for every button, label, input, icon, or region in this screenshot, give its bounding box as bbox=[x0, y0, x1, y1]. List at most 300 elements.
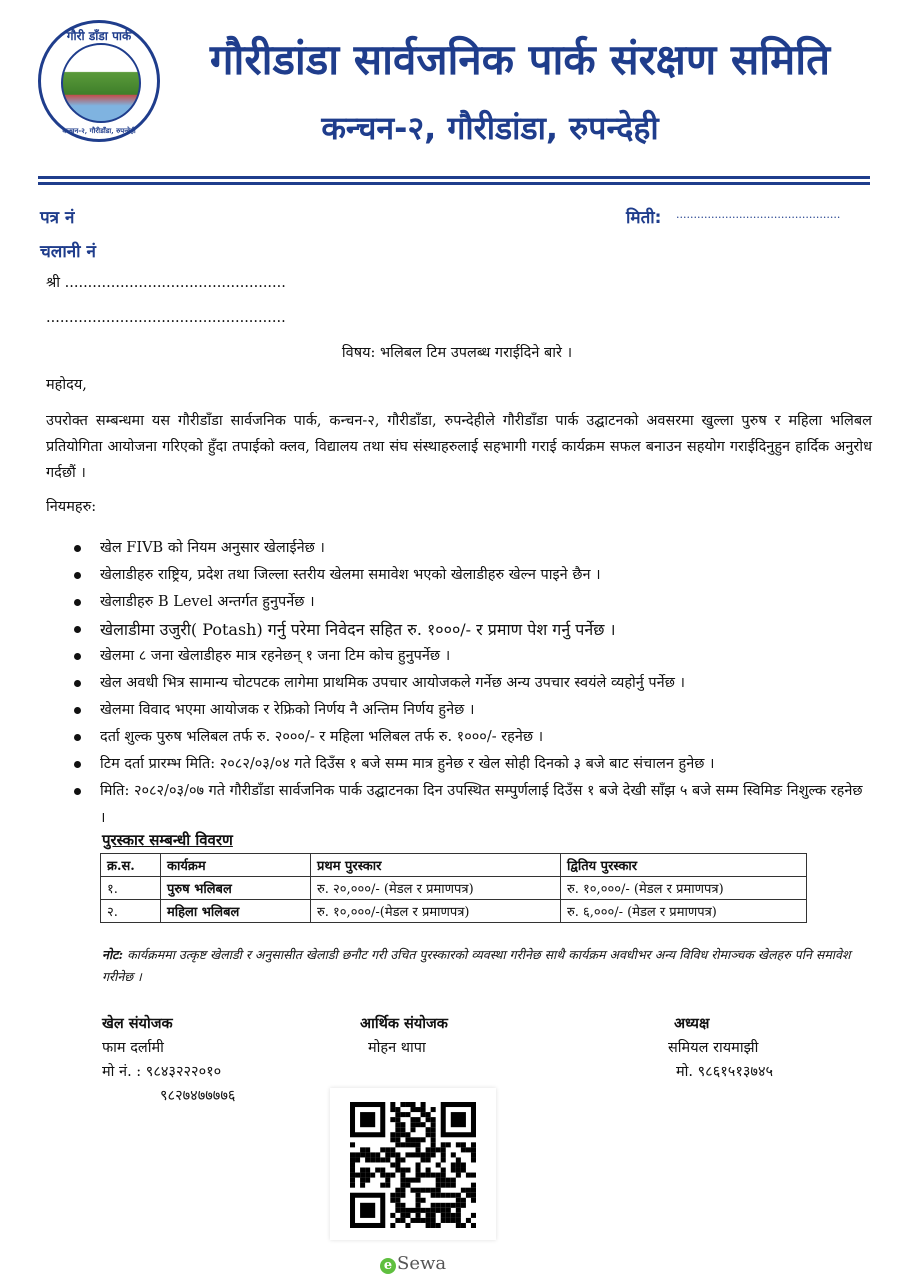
qr-module bbox=[426, 1173, 431, 1178]
qr-module bbox=[416, 1188, 421, 1193]
rules-list bbox=[70, 535, 870, 832]
qr-module bbox=[405, 1223, 410, 1228]
qr-module bbox=[441, 1152, 446, 1157]
signatory-phone: ९८२७४७७७७६ bbox=[160, 1088, 236, 1104]
qr-module bbox=[410, 1102, 415, 1107]
qr-module bbox=[421, 1112, 426, 1117]
qr-module bbox=[416, 1122, 421, 1127]
qr-module bbox=[365, 1178, 370, 1183]
qr-module bbox=[395, 1198, 400, 1203]
rule-item bbox=[70, 670, 870, 697]
signatory-chairperson bbox=[668, 1012, 773, 1084]
qr-module bbox=[456, 1168, 461, 1173]
qr-module bbox=[446, 1178, 451, 1183]
qr-module bbox=[365, 1157, 370, 1162]
qr-module bbox=[410, 1152, 415, 1157]
rule-text: खेल FIVB को नियम अनुसार खेलाईनेछ । bbox=[100, 540, 325, 556]
qr-module bbox=[436, 1208, 441, 1213]
rule-text: खेलमा ८ जना खेलाडीहरु मात्र रहनेछन् १ जना टिम कोच हुनुपर्नेछ । bbox=[100, 648, 451, 664]
qr-module bbox=[436, 1203, 441, 1208]
qr-module bbox=[395, 1152, 400, 1157]
rule-item bbox=[70, 751, 870, 778]
qr-module bbox=[426, 1152, 431, 1157]
date-label: मिती: bbox=[626, 208, 662, 228]
qr-module bbox=[390, 1132, 395, 1137]
qr-module bbox=[395, 1168, 400, 1173]
qr-module bbox=[461, 1168, 466, 1173]
header-divider bbox=[38, 182, 870, 185]
qr-module bbox=[390, 1193, 395, 1198]
qr-module bbox=[405, 1102, 410, 1107]
qr-module bbox=[400, 1208, 405, 1213]
qr-module bbox=[400, 1102, 405, 1107]
qr-module bbox=[405, 1168, 410, 1173]
qr-module bbox=[395, 1188, 400, 1193]
qr-module bbox=[390, 1137, 395, 1142]
qr-module bbox=[441, 1183, 446, 1188]
header-divider bbox=[38, 176, 870, 179]
qr-module bbox=[385, 1147, 390, 1152]
qr-module bbox=[416, 1168, 421, 1173]
rule-text: टिम दर्ता प्रारम्भ मिति: २०८२/०३/०४ गते दिउँस १ बजे सम्म मात्र हुनेछ र खेल सोही दिनको ३ बजे बाट संचालन हुनेछ । bbox=[100, 756, 715, 772]
qr-module bbox=[350, 1183, 355, 1188]
qr-module bbox=[390, 1102, 395, 1107]
qr-module bbox=[395, 1132, 400, 1137]
qr-module bbox=[456, 1173, 461, 1178]
qr-module bbox=[456, 1193, 461, 1198]
qr-module bbox=[395, 1127, 400, 1132]
qr-module bbox=[456, 1198, 461, 1203]
bullet-icon bbox=[74, 545, 81, 552]
qr-module bbox=[441, 1147, 446, 1152]
qr-module bbox=[446, 1183, 451, 1188]
rule-item bbox=[70, 778, 870, 832]
qr-module bbox=[360, 1168, 365, 1173]
qr-module bbox=[405, 1178, 410, 1183]
qr-module bbox=[380, 1147, 385, 1152]
qr-module bbox=[436, 1178, 441, 1183]
rule-item bbox=[70, 643, 870, 670]
rule-text: खेल अवधी भित्र सामान्य चोटपटक लागेमा प्राथमिक उपचार आयोजकले गर्नेछ अन्य उपचार स्वयंले व्यहोर्नु पर्नेछ । bbox=[100, 675, 685, 691]
qr-module bbox=[446, 1203, 451, 1208]
qr-module bbox=[461, 1147, 466, 1152]
qr-module bbox=[416, 1203, 421, 1208]
qr-module bbox=[395, 1112, 400, 1117]
qr-module bbox=[466, 1188, 471, 1193]
prize-table bbox=[100, 853, 807, 923]
signatory-name: फाम दर्लामी bbox=[102, 1040, 164, 1056]
qr-module bbox=[431, 1132, 436, 1137]
qr-module bbox=[390, 1162, 395, 1167]
qr-module bbox=[380, 1157, 385, 1162]
qr-module bbox=[431, 1152, 436, 1157]
qr-module bbox=[416, 1162, 421, 1167]
qr-module bbox=[410, 1142, 415, 1147]
qr-module bbox=[471, 1152, 476, 1157]
qr-module bbox=[436, 1147, 441, 1152]
bullet-icon bbox=[74, 788, 81, 795]
qr-module bbox=[446, 1142, 451, 1147]
qr-module bbox=[471, 1193, 476, 1198]
qr-module bbox=[370, 1173, 375, 1178]
qr-module bbox=[471, 1213, 476, 1218]
qr-module bbox=[400, 1127, 405, 1132]
qr-module bbox=[400, 1173, 405, 1178]
prize-heading: पुरस्कार सम्बन्धी विवरण bbox=[102, 831, 233, 849]
signatory-name: मोहन थापा bbox=[368, 1040, 426, 1056]
qr-module bbox=[451, 1162, 456, 1167]
qr-module bbox=[395, 1162, 400, 1167]
qr-module bbox=[400, 1142, 405, 1147]
qr-module bbox=[416, 1152, 421, 1157]
signatory-title: अध्यक्ष bbox=[674, 1015, 710, 1032]
qr-module bbox=[395, 1117, 400, 1122]
qr-module bbox=[456, 1203, 461, 1208]
qr-module bbox=[410, 1218, 415, 1223]
qr-module bbox=[421, 1157, 426, 1162]
qr-module bbox=[441, 1157, 446, 1162]
esewa-e-icon: e bbox=[380, 1258, 396, 1274]
qr-module bbox=[471, 1188, 476, 1193]
qr-module bbox=[390, 1213, 395, 1218]
rule-text: मिति: २०८२/०३/०७ गते गौरीडाँडा सार्वजनिक पार्क उद्घाटनका दिन उपस्थित सम्पुर्णलाई दिउँस १ बजे देखी साँझ ५ बजे सम्म स्विमिङ निशुल्क रहनेछ । bbox=[100, 783, 863, 826]
qr-module bbox=[451, 1178, 456, 1183]
qr-module bbox=[441, 1142, 446, 1147]
qr-module bbox=[441, 1208, 446, 1213]
qr-module bbox=[395, 1203, 400, 1208]
qr-module bbox=[350, 1168, 355, 1173]
bullet-icon bbox=[74, 680, 81, 687]
qr-module bbox=[451, 1213, 456, 1218]
qr-module bbox=[385, 1157, 390, 1162]
qr-module bbox=[456, 1218, 461, 1223]
qr-module bbox=[441, 1218, 446, 1223]
signatory-title: आर्थिक संयोजक bbox=[360, 1015, 448, 1032]
salutation: महोदय, bbox=[46, 377, 87, 393]
qr-module bbox=[456, 1162, 461, 1167]
qr-module bbox=[456, 1208, 461, 1213]
rule-item bbox=[70, 562, 870, 589]
qr-module bbox=[456, 1142, 461, 1147]
signatory-phone: मो नं. : ९८४३२२२०१० bbox=[102, 1064, 222, 1080]
qr-module bbox=[461, 1142, 466, 1147]
qr-module bbox=[365, 1173, 370, 1178]
qr-module bbox=[451, 1193, 456, 1198]
qr-module bbox=[405, 1183, 410, 1188]
qr-module bbox=[421, 1152, 426, 1157]
qr-module bbox=[456, 1223, 461, 1228]
qr-module bbox=[380, 1183, 385, 1188]
qr-module bbox=[421, 1188, 426, 1193]
qr-module bbox=[441, 1173, 446, 1178]
qr-module bbox=[421, 1137, 426, 1142]
qr-module bbox=[461, 1188, 466, 1193]
qr-module bbox=[405, 1208, 410, 1213]
qr-module bbox=[466, 1147, 471, 1152]
qr-module bbox=[390, 1198, 395, 1203]
qr-module bbox=[421, 1198, 426, 1203]
qr-module bbox=[466, 1218, 471, 1223]
rule-text: दर्ता शुल्क पुरुष भलिबल तर्फ रु. २०००/- र महिला भलिबल तर्फ रु. १०००/- रहनेछ । bbox=[100, 729, 544, 745]
rule-text: खेलमा विवाद भएमा आयोजक र रेफ्रिको निर्णय नै अन्तिम निर्णय हुनेछ । bbox=[100, 702, 475, 718]
qr-module bbox=[436, 1193, 441, 1198]
qr-module bbox=[355, 1152, 360, 1157]
qr-module bbox=[426, 1223, 431, 1228]
note-text: कार्यक्रममा उत्कृष्ट खेलाडी र अनुसासीत खेलाडी छनौट गरी उचित पुरस्कारको व्यवस्था गरीनेछ साथै कार्यक्रम अवधीभर अन्य विविध रोमाञ्चक खेलहरु पनि समावेश गरीनेछ । bbox=[102, 947, 851, 984]
rule-item bbox=[70, 589, 870, 616]
rule-item bbox=[70, 616, 870, 643]
qr-module bbox=[385, 1152, 390, 1157]
qr-finder bbox=[451, 1112, 466, 1127]
qr-module bbox=[426, 1213, 431, 1218]
signatory-finance-coordinator bbox=[360, 1012, 448, 1060]
qr-module bbox=[441, 1178, 446, 1183]
qr-module bbox=[451, 1218, 456, 1223]
signatory-phone: मो. ९८६१५१३७४५ bbox=[676, 1064, 774, 1080]
column-header: द्वितिय पुरस्कार bbox=[561, 854, 807, 877]
qr-module bbox=[426, 1117, 431, 1122]
bullet-icon bbox=[74, 761, 81, 768]
qr-module bbox=[360, 1183, 365, 1188]
qr-module bbox=[400, 1213, 405, 1218]
qr-module bbox=[405, 1137, 410, 1142]
qr-module bbox=[446, 1218, 451, 1223]
qr-module bbox=[431, 1117, 436, 1122]
qr-module bbox=[426, 1168, 431, 1173]
payment-qr bbox=[330, 1088, 496, 1240]
qr-module bbox=[350, 1142, 355, 1147]
qr-module bbox=[370, 1152, 375, 1157]
esewa-wordmark: Sewa bbox=[397, 1253, 447, 1274]
qr-module bbox=[446, 1213, 451, 1218]
qr-module bbox=[410, 1137, 415, 1142]
rule-text: खेलाडीमा उजुरी( Potash) गर्नु परेमा निवेदन सहित रु. १०००/- र प्रमाण पेश गर्नु पर्नेछ । bbox=[100, 620, 616, 639]
qr-module bbox=[431, 1213, 436, 1218]
qr-module bbox=[410, 1188, 415, 1193]
second-prize-cell: रु. १०,०००/- (मेडल र प्रमाणपत्र) bbox=[561, 877, 807, 900]
qr-module bbox=[365, 1168, 370, 1173]
qr-module bbox=[385, 1173, 390, 1178]
subject-line: विषय: भलिबल टिम उपलब्ध गराईदिने बारे । bbox=[341, 345, 573, 361]
recipient-line: श्री ................................................ bbox=[46, 275, 286, 291]
qr-module bbox=[471, 1147, 476, 1152]
qr-module bbox=[370, 1157, 375, 1162]
qr-module bbox=[360, 1178, 365, 1183]
qr-module bbox=[416, 1218, 421, 1223]
bullet-icon bbox=[74, 707, 81, 714]
esewa-logo bbox=[380, 1253, 446, 1274]
qr-module bbox=[350, 1162, 355, 1167]
qr-module bbox=[446, 1193, 451, 1198]
qr-module bbox=[355, 1173, 360, 1178]
qr-module bbox=[395, 1142, 400, 1147]
qr-module bbox=[471, 1142, 476, 1147]
qr-module bbox=[441, 1203, 446, 1208]
qr-module bbox=[405, 1132, 410, 1137]
qr-module bbox=[385, 1183, 390, 1188]
qr-module bbox=[395, 1137, 400, 1142]
qr-module bbox=[436, 1162, 441, 1167]
qr-module bbox=[446, 1208, 451, 1213]
qr-module bbox=[431, 1208, 436, 1213]
bullet-icon bbox=[74, 572, 81, 579]
qr-module bbox=[441, 1168, 446, 1173]
qr-module bbox=[400, 1218, 405, 1223]
qr-module bbox=[375, 1168, 380, 1173]
qr-module bbox=[410, 1107, 415, 1112]
qr-module bbox=[436, 1183, 441, 1188]
qr-module bbox=[451, 1203, 456, 1208]
letter-body: उपरोक्त सम्बन्धमा यस गौरीडाँडा सार्वजनिक पार्क, कन्चन-२, गौरीडाँडा, रुपन्देहीले गौरीडाँडा पार्क उद्घाटनको अवसरमा खुल्ला पुरुष र महिला भलिबल प्रतियोगिता आयोजना गरिएको हुँदा तपाईको क्लव, विद्यालय तथा संघ संस्थाहरुलाई सहभागी गराई कार्यक्रम सफल बनाउन सहयोग गराईदिनुहुन हार्दिक अनुरोध गर्दछौं । bbox=[46, 413, 872, 481]
qr-module bbox=[350, 1178, 355, 1183]
qr-module bbox=[431, 1142, 436, 1147]
qr-module bbox=[451, 1168, 456, 1173]
qr-module bbox=[400, 1112, 405, 1117]
rule-item bbox=[70, 697, 870, 724]
qr-module bbox=[451, 1152, 456, 1157]
qr-module bbox=[421, 1218, 426, 1223]
qr-module bbox=[360, 1147, 365, 1152]
qr-module bbox=[410, 1122, 415, 1127]
organization-logo bbox=[38, 20, 160, 142]
qr-module bbox=[405, 1142, 410, 1147]
bullet-icon bbox=[74, 599, 81, 606]
qr-module bbox=[405, 1213, 410, 1218]
qr-module bbox=[390, 1152, 395, 1157]
rules-heading: नियमहरु: bbox=[46, 499, 97, 515]
qr-module bbox=[426, 1157, 431, 1162]
column-header: कार्यक्रम bbox=[161, 854, 311, 877]
rule-text: खेलाडीहरु राष्ट्रिय, प्रदेश तथा जिल्ला स्तरीय खेलमा समावेश भएको खेलाडीहरु खेल्न पाइने छैन । bbox=[100, 567, 601, 583]
qr-module bbox=[441, 1213, 446, 1218]
qr-module bbox=[410, 1178, 415, 1183]
qr-module bbox=[471, 1198, 476, 1203]
qr-module bbox=[355, 1157, 360, 1162]
bullet-icon bbox=[74, 626, 81, 633]
qr-module bbox=[466, 1193, 471, 1198]
note bbox=[102, 944, 862, 988]
qr-module bbox=[471, 1157, 476, 1162]
qr-module bbox=[431, 1137, 436, 1142]
qr-module bbox=[436, 1223, 441, 1228]
qr-module bbox=[375, 1157, 380, 1162]
first-prize-cell: रु. १०,०००/-(मेडल र प्रमाणपत्र) bbox=[311, 900, 561, 923]
signatory-sports-coordinator bbox=[102, 1012, 235, 1108]
qr-module bbox=[390, 1107, 395, 1112]
qr-module bbox=[400, 1122, 405, 1127]
qr-module bbox=[405, 1112, 410, 1117]
qr-module bbox=[416, 1193, 421, 1198]
qr-module bbox=[400, 1157, 405, 1162]
qr-module bbox=[421, 1107, 426, 1112]
serial-cell: २. bbox=[101, 900, 161, 923]
qr-module bbox=[400, 1193, 405, 1198]
qr-module bbox=[390, 1147, 395, 1152]
qr-module bbox=[431, 1107, 436, 1112]
qr-module bbox=[421, 1122, 426, 1127]
signatory-name: समियल रायमाझी bbox=[668, 1040, 759, 1056]
column-header: क्र.स. bbox=[101, 854, 161, 877]
letterhead-title: गौरीडांडा सार्वजनिक पार्क संरक्षण समिति bbox=[209, 35, 831, 84]
first-prize-cell: रु. २०,०००/- (मेडल र प्रमाणपत्र) bbox=[311, 877, 561, 900]
qr-finder bbox=[360, 1112, 375, 1127]
qr-module bbox=[350, 1173, 355, 1178]
qr-module bbox=[360, 1173, 365, 1178]
table-row bbox=[101, 900, 807, 923]
qr-module bbox=[416, 1213, 421, 1218]
qr-module bbox=[390, 1173, 395, 1178]
qr-module bbox=[421, 1102, 426, 1107]
bullet-icon bbox=[74, 734, 81, 741]
letterhead-address: कन्चन-२, गौरीडांडा, रुपन्देही bbox=[321, 109, 659, 147]
qr-module bbox=[350, 1157, 355, 1162]
qr-module bbox=[461, 1223, 466, 1228]
qr-module bbox=[461, 1198, 466, 1203]
qr-module bbox=[431, 1218, 436, 1223]
column-header: प्रथम पुरस्कार bbox=[311, 854, 561, 877]
qr-module bbox=[426, 1208, 431, 1213]
bullet-icon bbox=[74, 653, 81, 660]
qr-module bbox=[385, 1178, 390, 1183]
qr-module bbox=[426, 1218, 431, 1223]
qr-module bbox=[380, 1173, 385, 1178]
signatory-title: खेल संयोजक bbox=[102, 1015, 173, 1032]
qr-module bbox=[431, 1193, 436, 1198]
qr-module bbox=[390, 1223, 395, 1228]
date-field: ............................................... bbox=[676, 208, 841, 221]
qr-module bbox=[436, 1188, 441, 1193]
logo-ring-text-top: गौरी डाँडा पार्क bbox=[66, 29, 132, 43]
qr-module bbox=[471, 1183, 476, 1188]
qr-module bbox=[426, 1188, 431, 1193]
qr-module bbox=[431, 1223, 436, 1228]
qr-module bbox=[400, 1188, 405, 1193]
qr-module bbox=[416, 1198, 421, 1203]
qr-module bbox=[400, 1178, 405, 1183]
rule-text: खेलाडीहरु B Level अन्तर्गत हुनुपर्नेछ । bbox=[100, 594, 315, 610]
qr-module bbox=[365, 1152, 370, 1157]
qr-module bbox=[350, 1152, 355, 1157]
rule-item bbox=[70, 535, 870, 562]
qr-finder bbox=[360, 1203, 375, 1218]
logo-ring-text-bottom: कन्चन-२, गौरीडाँडा, रुपन्देही bbox=[62, 126, 136, 135]
qr-module bbox=[395, 1157, 400, 1162]
qr-module bbox=[395, 1218, 400, 1223]
qr-module bbox=[466, 1173, 471, 1178]
letter-number-label: पत्र नं bbox=[40, 208, 75, 228]
program-cell: पुरुष भलिबल bbox=[161, 877, 311, 900]
qr-module bbox=[431, 1147, 436, 1152]
qr-module bbox=[400, 1203, 405, 1208]
qr-module bbox=[426, 1112, 431, 1117]
qr-module bbox=[416, 1142, 421, 1147]
table-row bbox=[101, 877, 807, 900]
qr-module bbox=[380, 1168, 385, 1173]
qr-module bbox=[431, 1127, 436, 1132]
qr-module bbox=[416, 1147, 421, 1152]
qr-module bbox=[410, 1208, 415, 1213]
park-trees-icon bbox=[61, 43, 141, 123]
note-label: नोट: bbox=[102, 947, 124, 962]
qr-module bbox=[431, 1122, 436, 1127]
qr-module bbox=[395, 1193, 400, 1198]
rule-item bbox=[70, 724, 870, 751]
qr-module bbox=[436, 1173, 441, 1178]
qr-module bbox=[400, 1168, 405, 1173]
qr-module bbox=[451, 1183, 456, 1188]
qr-module bbox=[395, 1122, 400, 1127]
qr-module bbox=[400, 1183, 405, 1188]
